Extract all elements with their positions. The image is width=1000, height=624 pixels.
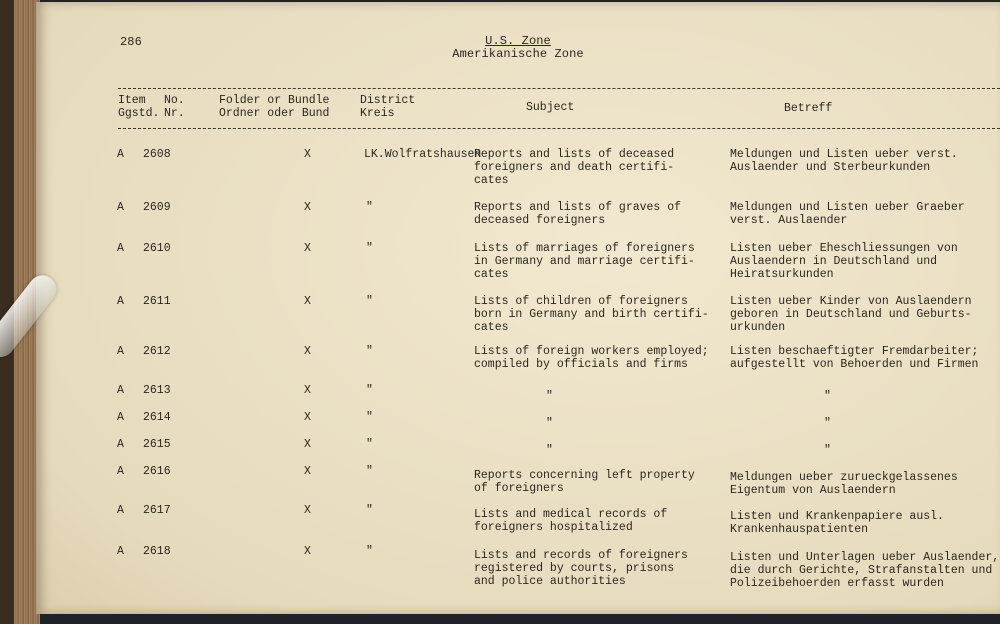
cell-betreff: " bbox=[824, 417, 831, 430]
cell-district: " bbox=[366, 384, 373, 397]
cell-subject: Lists of foreign workers employed; compiled by officials and firms bbox=[474, 345, 709, 371]
cell-no: 2616 bbox=[143, 465, 171, 478]
cell-subject: Lists of children of foreigners born in Germany and birth certifi- cates bbox=[474, 295, 709, 334]
cell-no: 2617 bbox=[143, 504, 171, 517]
cell-subject: Reports concerning left property of foreigners bbox=[474, 469, 695, 495]
cell-subject: " bbox=[546, 390, 553, 403]
header-rule-top bbox=[118, 88, 1000, 89]
cell-betreff: Listen und Unterlagen ueber Auslaender, die durch Gerichte, Strafanstalten und Polizeibehoerden erfasst wurden bbox=[730, 551, 1000, 590]
cell-subject: Lists and records of foreigners registered by courts, prisons and police authorities bbox=[474, 549, 688, 588]
cell-no: 2612 bbox=[143, 345, 171, 358]
cell-no: 2608 bbox=[143, 148, 171, 161]
column-header-item: Item Ggstd. bbox=[118, 94, 160, 120]
cell-no: 2614 bbox=[143, 411, 171, 424]
cell-subject: Lists of marriages of foreigners in Germany and marriage certifi- cates bbox=[474, 242, 695, 281]
cell-folder: X bbox=[304, 345, 311, 358]
cell-item: A bbox=[117, 545, 124, 558]
cell-subject: Lists and medical records of foreigners hospitalized bbox=[474, 508, 668, 534]
cell-no: 2613 bbox=[143, 384, 171, 397]
cell-folder: X bbox=[304, 411, 311, 424]
cell-folder: X bbox=[304, 438, 311, 451]
cell-betreff: " bbox=[824, 444, 831, 457]
cell-district: " bbox=[366, 201, 373, 214]
cell-folder: X bbox=[304, 384, 311, 397]
cell-item: A bbox=[117, 411, 124, 424]
cell-folder: X bbox=[304, 465, 311, 478]
cell-district: " bbox=[366, 504, 373, 517]
cell-district: LK.Wolfratshausen bbox=[364, 148, 482, 161]
cell-betreff: Listen beschaeftigter Fremdarbeiter; aufgestellt von Behoerden und Firmen bbox=[730, 345, 979, 371]
cell-betreff: Meldungen ueber zurueckgelassenes Eigentum von Auslaendern bbox=[730, 471, 958, 497]
cell-item: A bbox=[117, 504, 124, 517]
zone-subtitle: Amerikanische Zone bbox=[452, 47, 584, 61]
cell-no: 2611 bbox=[143, 295, 171, 308]
column-header-betreff: Betreff bbox=[784, 102, 833, 115]
cell-no: 2615 bbox=[143, 438, 171, 451]
cell-betreff: Listen und Krankenpapiere ausl. Krankenhauspatienten bbox=[730, 510, 944, 536]
cell-item: A bbox=[117, 148, 124, 161]
cell-folder: X bbox=[304, 295, 311, 308]
cell-district: " bbox=[366, 411, 373, 424]
cell-folder: X bbox=[304, 201, 311, 214]
column-header-folder: Folder or Bundle Ordner oder Bund bbox=[219, 94, 330, 120]
cell-folder: X bbox=[304, 545, 311, 558]
cell-item: A bbox=[117, 384, 124, 397]
cell-district: " bbox=[366, 345, 373, 358]
cell-no: 2618 bbox=[143, 545, 171, 558]
cell-item: A bbox=[117, 242, 124, 255]
cell-district: " bbox=[366, 295, 373, 308]
cell-no: 2610 bbox=[143, 242, 171, 255]
header-rule-bottom bbox=[118, 128, 1000, 129]
cell-district: " bbox=[366, 438, 373, 451]
cell-item: A bbox=[117, 295, 124, 308]
cell-subject: Reports and lists of deceased foreigners and death certifi- cates bbox=[474, 148, 675, 187]
cell-betreff: Listen ueber Eheschliessungen von Auslaendern in Deutschland und Heiratsurkunden bbox=[730, 242, 958, 281]
cell-item: A bbox=[117, 201, 124, 214]
cell-subject: " bbox=[546, 417, 553, 430]
column-header-subject: Subject bbox=[526, 101, 575, 114]
cell-no: 2609 bbox=[143, 201, 171, 214]
cell-betreff: Meldungen und Listen ueber verst. Auslaender und Sterbeurkunden bbox=[730, 148, 958, 174]
column-header-no: No. Nr. bbox=[164, 94, 185, 120]
cell-folder: X bbox=[304, 504, 311, 517]
cell-district: " bbox=[366, 242, 373, 255]
cell-district: " bbox=[366, 545, 373, 558]
column-header-district: District Kreis bbox=[360, 94, 416, 120]
cell-betreff: " bbox=[824, 390, 831, 403]
cell-betreff: Listen ueber Kinder von Auslaendern geboren in Deutschland und Geburts- urkunden bbox=[730, 295, 972, 334]
cell-subject: Reports and lists of graves of deceased foreigners bbox=[474, 201, 682, 227]
cell-item: A bbox=[117, 438, 124, 451]
cell-betreff: Meldungen und Listen ueber Graeber verst. Auslaender bbox=[730, 201, 965, 227]
cell-item: A bbox=[117, 345, 124, 358]
zone-title: U.S. Zone bbox=[485, 34, 551, 48]
cell-subject: " bbox=[546, 444, 553, 457]
cell-item: A bbox=[117, 465, 124, 478]
document-page bbox=[36, 2, 1000, 614]
page-number: 286 bbox=[120, 35, 142, 49]
cell-folder: X bbox=[304, 242, 311, 255]
cell-district: " bbox=[366, 465, 373, 478]
cell-folder: X bbox=[304, 148, 311, 161]
